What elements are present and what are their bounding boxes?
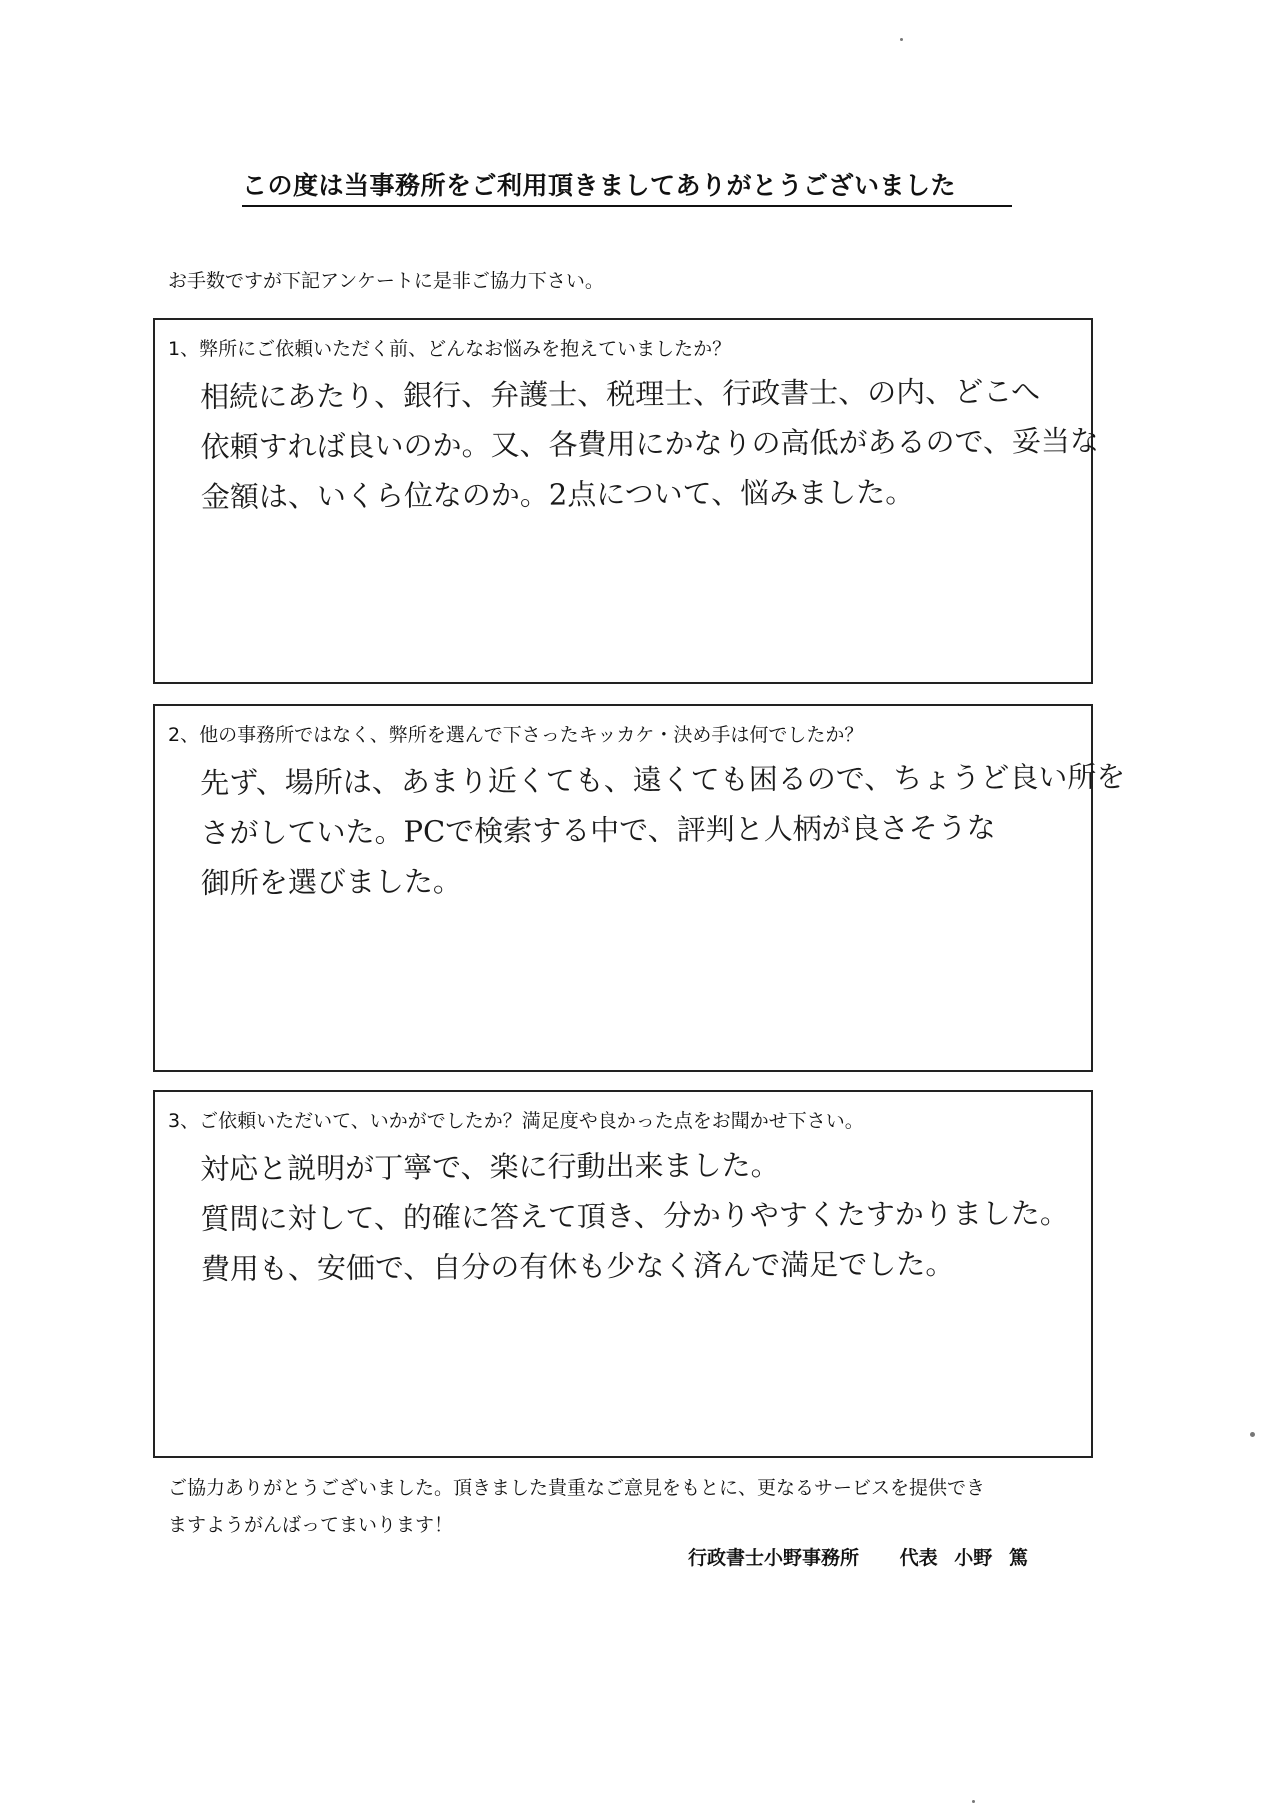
page-title: この度は当事務所をご利用頂きましてありがとうございました xyxy=(242,166,1012,207)
thank-you-note xyxy=(168,1470,1088,1544)
answer-line: 相続にあたり、銀行、弁護士、税理士、行政書士、の内、どこへ xyxy=(200,374,1041,414)
handwritten-answer xyxy=(200,752,1126,908)
answer-line: 質問に対して、的確に答えて頂き、分かりやすくたすかりました。 xyxy=(200,1195,1069,1236)
office-name: 行政書士小野事務所 xyxy=(688,1547,860,1569)
question-label: 3、ご依頼いただいて、いかがでしたか？満足度や良かった点をお聞かせ下さい。 xyxy=(168,1110,864,1132)
answer-line: 御所を選びました。 xyxy=(200,864,463,900)
answer-line: 依頼すれば良いのか。又、各費用にかなりの高低があるので、妥当な xyxy=(200,423,1100,464)
office-signature xyxy=(688,1543,1062,1570)
answer-line: 金額は、いくら位なのか。2点について、悩みました。 xyxy=(200,475,915,514)
scan-speck xyxy=(900,38,903,41)
thank-you-line: ますようがんばってまいります！ xyxy=(168,1514,454,1536)
answer-line: 費用も、安価で、自分の有休も少なく済んで満足でした。 xyxy=(200,1246,955,1286)
answer-line: さがしていた。PCで検索する中で、評判と人柄が良さそうな xyxy=(200,810,996,850)
question-box-1 xyxy=(153,318,1100,684)
answer-line: 対応と説明が丁寧で、楽に行動出来ました。 xyxy=(200,1147,780,1186)
representative-role: 代表 xyxy=(899,1547,938,1569)
question-label: 1、弊所にご依頼いただく前、どんなお悩みを抱えていましたか？ xyxy=(168,338,732,360)
scan-speck xyxy=(972,1800,975,1803)
question-box-3 xyxy=(153,1090,1093,1458)
answer-line: 先ず、場所は、あまり近くても、遠くても困るので、ちょうど良い所を xyxy=(200,759,1126,800)
thank-you-line: ご協力ありがとうございました。頂きました貴重なご意見をもとに、更なるサービスを提供でき xyxy=(168,1477,986,1499)
handwritten-answer xyxy=(200,366,1100,522)
representative-given-name: 篤 xyxy=(1008,1547,1028,1569)
question-box-2 xyxy=(153,704,1126,1072)
scan-speck xyxy=(1250,1432,1255,1437)
representative-surname: 小野 xyxy=(954,1547,993,1569)
handwritten-answer xyxy=(200,1138,1069,1294)
survey-intro: お手数ですが下記アンケートに是非ご協力下さい。 xyxy=(168,270,604,292)
representative xyxy=(900,1547,1028,1569)
question-label: 2、他の事務所ではなく、弊所を選んで下さったキッカケ・決め手は何でしたか？ xyxy=(168,724,864,746)
